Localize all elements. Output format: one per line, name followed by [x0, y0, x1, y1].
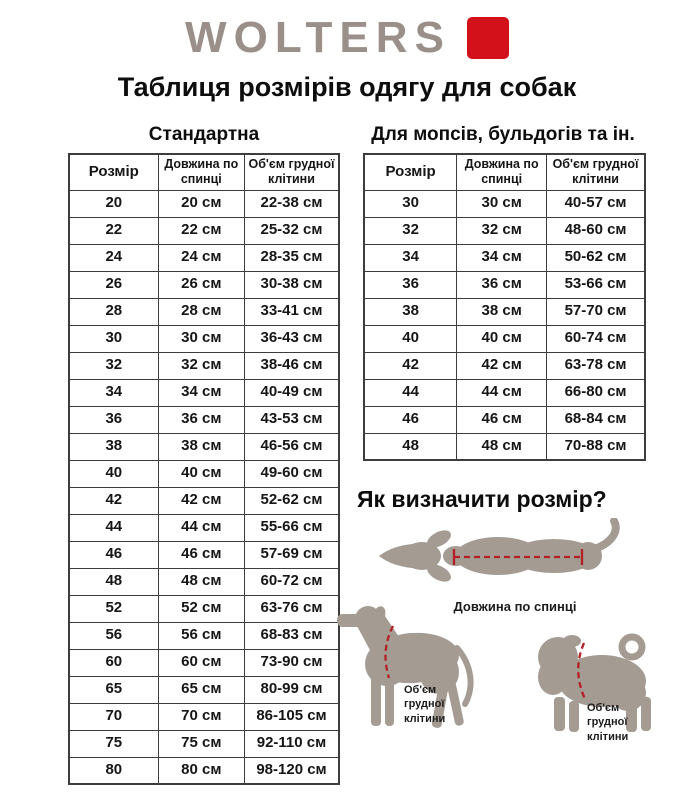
table-cell: 38	[364, 298, 457, 325]
table-row	[69, 298, 339, 325]
table-row	[364, 271, 645, 298]
table-cell: 42 см	[457, 352, 547, 379]
header-chest-girth: Об'єм грудної клітини	[244, 154, 339, 190]
table-cell: 80 см	[158, 757, 244, 784]
table-cell: 40 см	[158, 460, 244, 487]
table-cell: 30-38 см	[244, 271, 339, 298]
table-row	[69, 217, 339, 244]
table-cell: 68-84 см	[547, 406, 645, 433]
standard-size-table	[68, 153, 340, 785]
table-cell: 48 см	[457, 433, 547, 460]
table-row	[364, 379, 645, 406]
logo-red-square-icon	[467, 17, 509, 59]
table-cell: 38	[69, 433, 158, 460]
brand-logo	[0, 13, 694, 62]
table-row	[69, 325, 339, 352]
table-row	[364, 325, 645, 352]
header-size: Розмір	[364, 154, 457, 190]
table-cell: 57-69 см	[244, 541, 339, 568]
table-cell: 28	[69, 298, 158, 325]
table-cell: 43-53 см	[244, 406, 339, 433]
table-row	[69, 757, 339, 784]
table-row	[69, 649, 339, 676]
table-row	[364, 433, 645, 460]
table-row	[69, 352, 339, 379]
header-size: Розмір	[69, 154, 158, 190]
table-cell: 36	[69, 406, 158, 433]
table-cell: 63-76 см	[244, 595, 339, 622]
how-to-title: Як визначити розмір?	[357, 486, 607, 512]
table-cell: 49-60 см	[244, 460, 339, 487]
table-cell: 26 см	[158, 271, 244, 298]
table-cell: 40-49 см	[244, 379, 339, 406]
table-cell: 48-60 см	[547, 217, 645, 244]
table-cell: 44 см	[158, 514, 244, 541]
table-cell: 70-88 см	[547, 433, 645, 460]
table-cell: 65	[69, 676, 158, 703]
table-row	[364, 217, 645, 244]
pug-size-table	[363, 153, 646, 461]
table-row	[364, 298, 645, 325]
table-row	[69, 271, 339, 298]
standard-table-container	[68, 153, 340, 785]
table-cell: 22	[69, 217, 158, 244]
table-row	[69, 487, 339, 514]
table-cell: 30	[364, 190, 457, 217]
table-cell: 34	[69, 379, 158, 406]
table-cell: 32 см	[158, 352, 244, 379]
header-back-length: Довжина по спинці	[158, 154, 244, 190]
table-cell: 36	[364, 271, 457, 298]
table-cell: 60 см	[158, 649, 244, 676]
table-cell: 34 см	[457, 244, 547, 271]
table-cell: 32	[364, 217, 457, 244]
table-row	[364, 406, 645, 433]
table-cell: 50-62 см	[547, 244, 645, 271]
table-cell: 55-66 см	[244, 514, 339, 541]
table-cell: 20	[69, 190, 158, 217]
table-row	[69, 595, 339, 622]
table-cell: 53-66 см	[547, 271, 645, 298]
header-chest-girth: Об'єм грудної клітини	[547, 154, 645, 190]
table-cell: 44 см	[457, 379, 547, 406]
table-row	[69, 541, 339, 568]
pug-table-container	[363, 153, 646, 461]
table-row	[364, 352, 645, 379]
table-cell: 22-38 см	[244, 190, 339, 217]
table-cell: 20 см	[158, 190, 244, 217]
table-row	[69, 622, 339, 649]
table-cell: 40 см	[457, 325, 547, 352]
page-title: Таблиця розмірів одягу для собак	[117, 72, 577, 102]
table-cell: 33-41 см	[244, 298, 339, 325]
table-cell: 46 см	[457, 406, 547, 433]
table-cell: 26	[69, 271, 158, 298]
table-cell: 52	[69, 595, 158, 622]
table-cell: 73-90 см	[244, 649, 339, 676]
table-cell: 30	[69, 325, 158, 352]
table-cell: 92-110 см	[244, 730, 339, 757]
table-cell: 25-32 см	[244, 217, 339, 244]
table-row	[69, 379, 339, 406]
table-row	[69, 568, 339, 595]
table-cell: 42	[364, 352, 457, 379]
table-row	[69, 514, 339, 541]
table-cell: 32	[69, 352, 158, 379]
table-cell: 70	[69, 703, 158, 730]
header-back-length: Довжина по спинці	[457, 154, 547, 190]
table-cell: 56	[69, 622, 158, 649]
table-cell: 28 см	[158, 298, 244, 325]
table-cell: 40	[364, 325, 457, 352]
table-cell: 52-62 см	[244, 487, 339, 514]
table-cell: 36 см	[158, 406, 244, 433]
table-row	[69, 676, 339, 703]
chest-label-large: Об'єм грудної клітини	[404, 684, 446, 725]
table-row	[364, 244, 645, 271]
table-row	[364, 190, 645, 217]
table-cell: 40	[69, 460, 158, 487]
table-cell: 46	[69, 541, 158, 568]
table-row	[69, 730, 339, 757]
table-cell: 34 см	[158, 379, 244, 406]
table-cell: 38 см	[457, 298, 547, 325]
table-cell: 48	[69, 568, 158, 595]
table-cell: 22 см	[158, 217, 244, 244]
table-cell: 57-70 см	[547, 298, 645, 325]
standard-table-title: Стандартна	[148, 124, 260, 145]
table-row	[69, 244, 339, 271]
table-cell: 34	[364, 244, 457, 271]
table-cell: 40-57 см	[547, 190, 645, 217]
table-cell: 66-80 см	[547, 379, 645, 406]
table-cell: 30 см	[457, 190, 547, 217]
table-row	[69, 406, 339, 433]
table-cell: 63-78 см	[547, 352, 645, 379]
pug-table-title: Для мопсів, бульдогів та ін.	[371, 124, 635, 145]
table-cell: 48 см	[158, 568, 244, 595]
table-cell: 24 см	[158, 244, 244, 271]
table-cell: 44	[69, 514, 158, 541]
table-cell: 36-43 см	[244, 325, 339, 352]
table-cell: 24	[69, 244, 158, 271]
table-cell: 98-120 см	[244, 757, 339, 784]
table-cell: 48	[364, 433, 457, 460]
table-cell: 68-83 см	[244, 622, 339, 649]
table-cell: 28-35 см	[244, 244, 339, 271]
table-cell: 80	[69, 757, 158, 784]
table-cell: 86-105 см	[244, 703, 339, 730]
table-cell: 32 см	[457, 217, 547, 244]
back-length-caption: Довжина по спинці	[453, 599, 577, 614]
table-cell: 46-56 см	[244, 433, 339, 460]
table-cell: 46	[364, 406, 457, 433]
table-cell: 42 см	[158, 487, 244, 514]
chest-label-bulldog: Об'єм грудної клітини	[587, 702, 629, 743]
table-cell: 42	[69, 487, 158, 514]
table-cell: 36 см	[457, 271, 547, 298]
table-cell: 44	[364, 379, 457, 406]
table-cell: 75 см	[158, 730, 244, 757]
table-header-row	[69, 154, 339, 190]
dog-top-view-illustration	[376, 518, 628, 588]
table-cell: 30 см	[158, 325, 244, 352]
table-row	[69, 460, 339, 487]
table-header-row	[364, 154, 645, 190]
table-cell: 46 см	[158, 541, 244, 568]
table-cell: 80-99 см	[244, 676, 339, 703]
table-row	[69, 703, 339, 730]
logo-text: WOLTERS	[185, 13, 451, 62]
table-cell: 38-46 см	[244, 352, 339, 379]
table-cell: 60-74 см	[547, 325, 645, 352]
table-row	[69, 190, 339, 217]
table-cell: 60-72 см	[244, 568, 339, 595]
table-cell: 75	[69, 730, 158, 757]
table-row	[69, 433, 339, 460]
table-cell: 70 см	[158, 703, 244, 730]
table-cell: 38 см	[158, 433, 244, 460]
table-cell: 65 см	[158, 676, 244, 703]
dog-top-view-figure	[376, 518, 628, 588]
table-cell: 56 см	[158, 622, 244, 649]
table-cell: 52 см	[158, 595, 244, 622]
table-cell: 60	[69, 649, 158, 676]
